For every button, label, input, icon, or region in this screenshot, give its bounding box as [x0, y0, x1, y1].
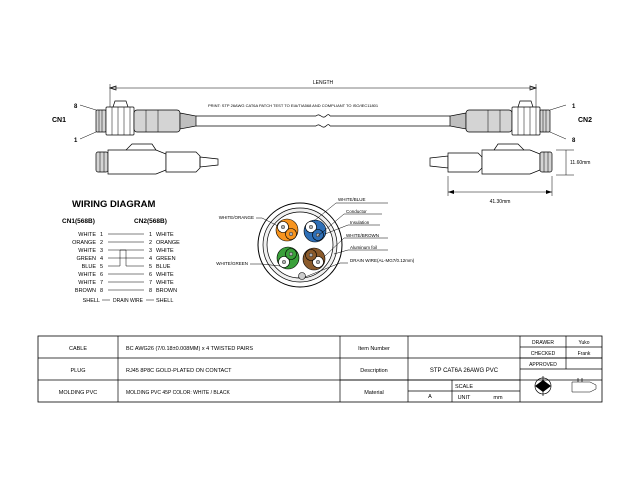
projection-symbol [535, 376, 551, 396]
pin-bottom-right: 8 [572, 138, 576, 144]
wire-left-color: WHITE [78, 272, 96, 278]
item-number-label: Item Number [358, 346, 390, 352]
callout-white-brown: WHITE/BROWN [346, 233, 379, 238]
checked-value: Frank [577, 351, 591, 357]
callout-insulation: Insulation [350, 220, 370, 225]
pair-white-orange [276, 219, 298, 241]
wire-left-color: WHITE [78, 280, 96, 286]
wiring-left-header: CN1(568B) [62, 218, 95, 225]
left-connector [96, 101, 196, 135]
wiring-row [78, 272, 174, 278]
wire-left-pin: 4 [100, 256, 104, 262]
pin-top-left: 8 [74, 104, 78, 110]
table-row-label: PLUG [70, 368, 86, 374]
left-side-view [96, 144, 218, 174]
wiring-row [72, 240, 180, 246]
wire-left-pin: 2 [100, 240, 104, 246]
right-side-view [430, 144, 590, 205]
description-value: STP CAT6A 26AWG PVC [429, 368, 499, 374]
wire-right-color: WHITE [156, 280, 174, 286]
unit-label: UNIT [457, 395, 471, 401]
callout-white-orange: WHITE/ORANGE [218, 215, 254, 220]
length-dimension-label: 41.30mm [489, 199, 511, 205]
wiring-row [78, 280, 174, 286]
wire-right-color: BLUE [156, 264, 171, 270]
scale-label: SCALE [454, 384, 474, 390]
callout-drain-wire: DRAIN WIRE(AL-MG7/0.12mm) [350, 258, 415, 263]
shell-left-label: SHELL [82, 298, 100, 304]
wire-left-pin: 1 [100, 232, 104, 238]
wire-right-pin: 6 [148, 272, 152, 278]
callout-white-blue: WHITE/BLUE [338, 197, 366, 202]
table-row-label: MOLDING PVC [58, 390, 98, 396]
wire-right-color: ORANGE [156, 240, 180, 246]
wire-right-color: WHITE [156, 272, 174, 278]
pin-bottom-left: 1 [74, 138, 78, 144]
shell-right-label: SHELL [156, 298, 174, 304]
wire-right-pin: 3 [148, 248, 152, 254]
wire-right-pin: 8 [148, 288, 152, 294]
wire-right-pin: 1 [148, 232, 152, 238]
wire-left-color: BLUE [81, 264, 96, 270]
description-label: Description [360, 368, 388, 374]
approved-label: APPROVED [529, 362, 557, 368]
pair-white-blue [304, 220, 326, 242]
pair-white-brown [303, 248, 325, 270]
callout-conductor: Conductor [346, 209, 367, 214]
drain-wire-label: DRAIN WIRE [113, 298, 143, 304]
wire-left-color: ORANGE [72, 240, 96, 246]
table-row-label: CABLE [68, 346, 88, 352]
wire-left-color: WHITE [78, 248, 96, 254]
wiring-row [75, 288, 177, 294]
print-text: PRINT: STP 26AWG CAT6A PATCH TEST TO EIA/TIA568 AND COMPLIANT TO ISO/IEC11801 [208, 103, 379, 108]
wire-left-color: GREEN [76, 256, 96, 262]
pair-white-green [277, 247, 299, 269]
scale-a-value: A [428, 394, 432, 400]
checked-label: CHECKED [530, 351, 556, 357]
wire-right-color: WHITE [156, 248, 174, 254]
wire-right-color: BROWN [156, 288, 178, 294]
wire-left-color: BROWN [74, 288, 96, 294]
unit-value: mm [493, 395, 503, 401]
height-dimension-label: 11.60mm [570, 160, 591, 166]
wire-left-pin: 7 [100, 280, 104, 286]
cable-cross-section [216, 197, 415, 287]
table-row-value: BC AWG26 (7/0.18±0.008MM) x 4 TWISTED PAIRS [126, 346, 254, 352]
drawer-label: DRAWER [531, 340, 555, 346]
wiring-diagram [62, 199, 180, 304]
wiring-row [78, 232, 174, 238]
wire-right-pin: 5 [148, 264, 152, 270]
callout-aluminum-foil: Aluminum foil [350, 245, 378, 250]
wire-right-color: WHITE [156, 232, 174, 238]
length-label: LENGTH [312, 80, 334, 86]
wiring-diagram-title: WIRING DIAGRAM [72, 199, 156, 210]
callout-white-green: WHITE/GREEN [216, 261, 248, 266]
wire-right-pin: 7 [148, 280, 152, 286]
wire-right-color: GREEN [156, 256, 176, 262]
cn1-label: CN1 [52, 117, 67, 124]
drain-wire-dot [299, 273, 306, 280]
right-connector [450, 101, 550, 135]
wire-left-pin: 8 [100, 288, 104, 294]
cn2-label: CN2 [578, 117, 593, 124]
wire-left-color: WHITE [78, 232, 96, 238]
table-row-value: RJ45 8P8C GOLD-PLATED ON CONTACT [126, 368, 232, 374]
drawer-value: Yuko [578, 340, 590, 346]
wire-right-pin: 2 [148, 240, 152, 246]
table-row-value: MOLDING PVC 45P COLOR: WHITE / BLACK [126, 390, 230, 396]
wire-right-pin: 4 [148, 256, 152, 262]
material-label: Material [364, 390, 384, 396]
pin-top-right: 1 [572, 104, 576, 110]
wiring-right-header: CN2(568B) [134, 218, 167, 225]
cable-body [196, 115, 450, 127]
wire-left-pin: 6 [100, 272, 104, 278]
cable-assembly-top [52, 101, 592, 144]
title-block-table [38, 336, 602, 402]
wire-left-pin: 5 [100, 264, 104, 270]
wire-left-pin: 3 [100, 248, 104, 254]
